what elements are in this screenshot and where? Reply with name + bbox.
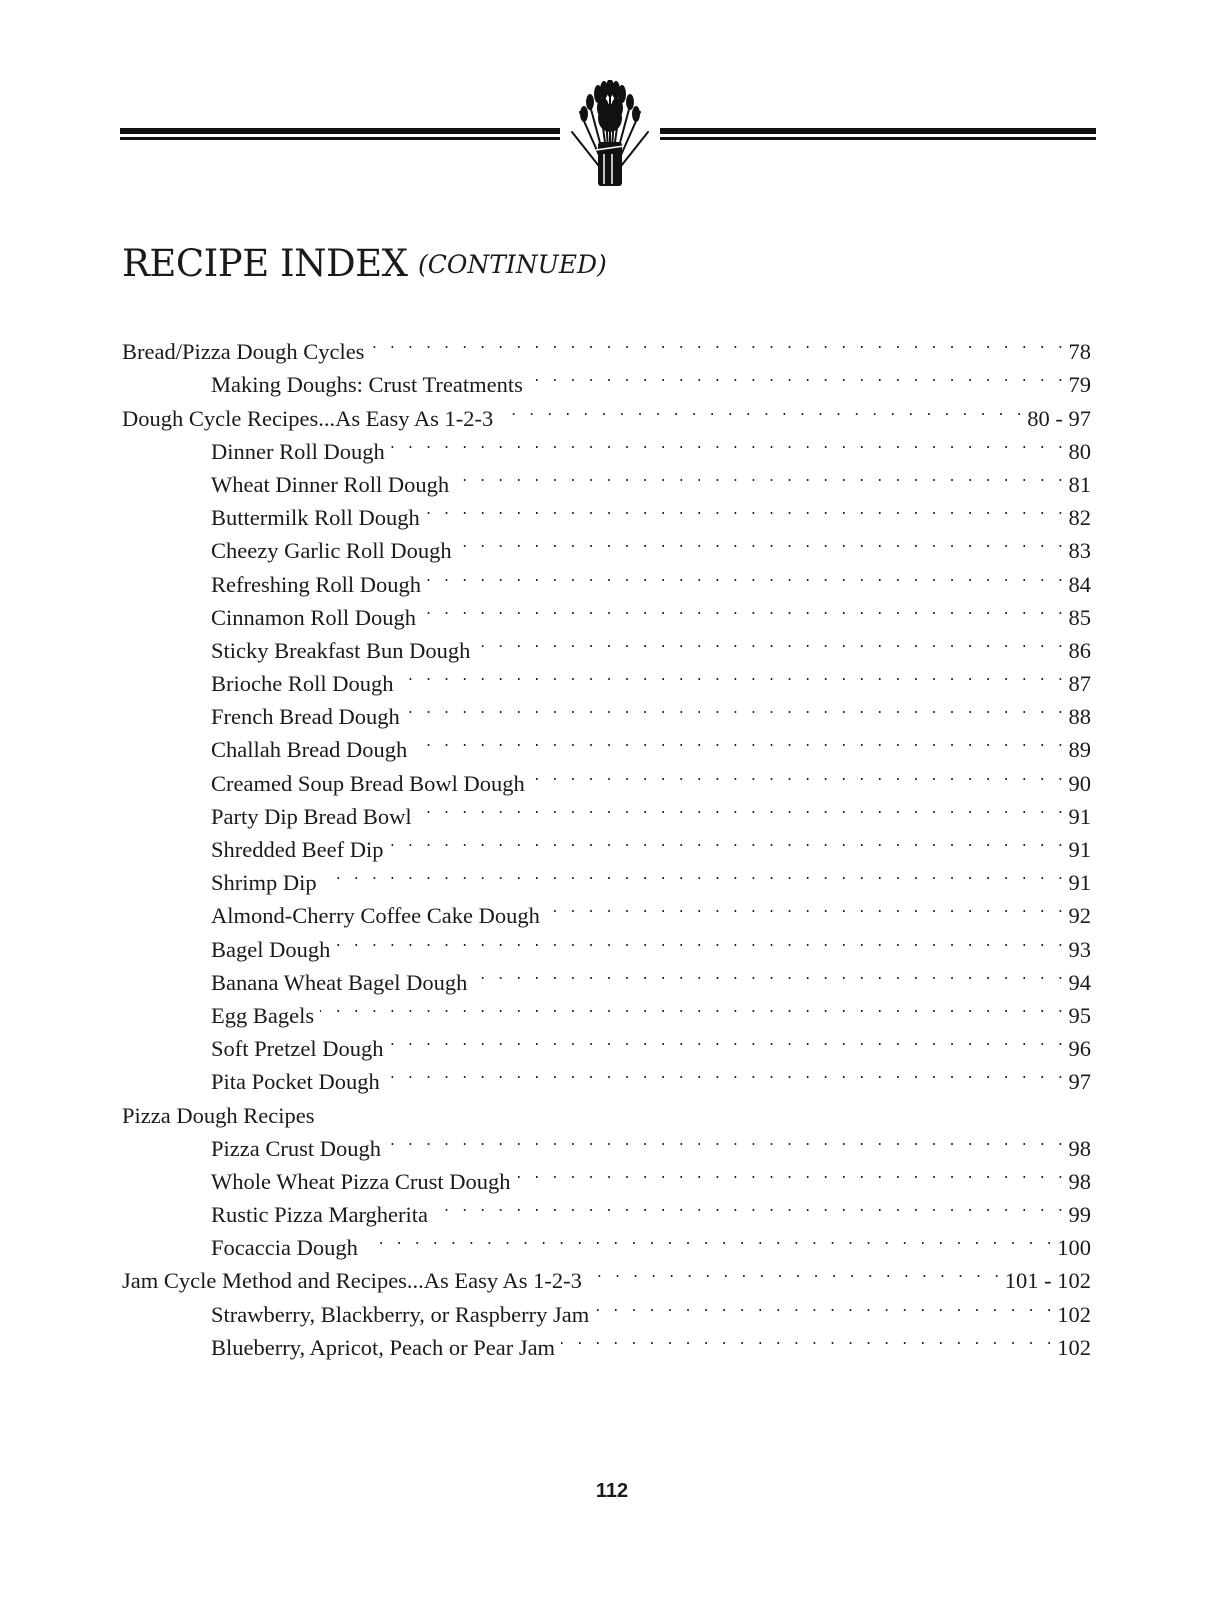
entry-label: Making Doughs: Crust Treatments — [211, 372, 523, 398]
entry-page-number: 91 — [1068, 870, 1091, 896]
entry-label: Refreshing Roll Dough — [211, 571, 421, 597]
entry-page-number: 102 — [1057, 1301, 1091, 1327]
dot-leader — [427, 558, 1066, 591]
wheat-sheaf-icon — [558, 80, 662, 190]
entry-page-number: 80 - 97 — [1027, 405, 1091, 431]
entry-page-number: 98 — [1068, 1168, 1091, 1194]
entry-page-number: 102 — [1057, 1334, 1091, 1360]
dot-leader — [529, 359, 1066, 392]
dot-leader — [413, 724, 1065, 757]
page-subtitle: (CONTINUED) — [418, 250, 607, 279]
entry-label: Strawberry, Blackberry, or Raspberry Jam — [211, 1301, 590, 1327]
dot-leader — [389, 824, 1065, 857]
entry-label: Shredded Beef Dip — [211, 837, 384, 862]
entry-label: Party Dip Bread Bowl — [211, 803, 412, 829]
dot-leader — [546, 890, 1066, 923]
dot-leader — [320, 1089, 1088, 1122]
dot-leader — [399, 658, 1065, 691]
entry-label: Banana Wheat Bagel Dough — [211, 969, 468, 995]
dot-leader — [473, 957, 1065, 990]
entry-label: Jam Cycle Method and Recipes...As Easy As 1-2-3 — [122, 1268, 582, 1294]
dot-leader — [434, 1189, 1065, 1222]
entry-label: Egg Bagels — [211, 1002, 315, 1028]
dot-leader — [323, 857, 1066, 890]
entry-label: Soft Pretzel Dough — [211, 1036, 384, 1062]
dot-leader — [595, 1288, 1054, 1321]
entry-page-number: 81 — [1068, 471, 1091, 497]
entry-label: French Bread Dough — [211, 704, 400, 730]
entry-label: Pita Pocket Dough — [211, 1069, 380, 1095]
dot-leader — [364, 1222, 1054, 1255]
recipe-index-list — [122, 326, 1091, 1360]
entry-page-number: 97 — [1068, 1069, 1091, 1095]
entry-page-number: 99 — [1068, 1202, 1091, 1228]
entry-page-number: 84 — [1068, 571, 1091, 597]
entry-label: Brioche Roll Dough — [211, 671, 394, 697]
dot-leader — [531, 757, 1066, 790]
entry-page-number: 95 — [1068, 1002, 1091, 1028]
entry-page-number: 93 — [1068, 936, 1091, 962]
entry-page-number: 89 — [1068, 737, 1091, 763]
entry-page-number: 78 — [1068, 339, 1091, 365]
page-title: RECIPE INDEX — [122, 242, 408, 285]
dot-leader — [336, 923, 1065, 956]
entry-page-number: 88 — [1068, 704, 1091, 730]
entry-label: Bagel Dough — [211, 936, 331, 962]
dot-leader — [561, 1322, 1054, 1355]
entry-label: Pizza Crust Dough — [211, 1135, 381, 1161]
entry-page-number: 96 — [1068, 1036, 1091, 1062]
entry-label: Wheat Dinner Roll Dough — [211, 471, 450, 497]
entry-page-number: 91 — [1068, 803, 1091, 829]
dot-leader — [389, 1023, 1065, 1056]
entry-page-number: 85 — [1068, 604, 1091, 630]
entry-label: Cinnamon Roll Dough — [211, 604, 417, 630]
dot-leader — [458, 525, 1066, 558]
dot-leader — [426, 492, 1066, 525]
entry-page-number: 80 — [1068, 438, 1091, 464]
dot-leader — [391, 426, 1066, 459]
dot-leader — [517, 1156, 1066, 1189]
index-entry — [122, 326, 1091, 365]
entry-label: Cheezy Garlic Roll Dough — [211, 538, 452, 564]
entry-page-number: 91 — [1068, 837, 1091, 862]
entry-label: Dinner Roll Dough — [211, 438, 385, 464]
entry-page-number: 92 — [1068, 903, 1091, 929]
entry-label: Bread/Pizza Dough Cycles — [122, 339, 365, 365]
entry-label: Focaccia Dough — [211, 1235, 358, 1261]
entry-page-number: 98 — [1068, 1135, 1091, 1161]
entry-page-number: 82 — [1068, 505, 1091, 531]
entry-label: Buttermilk Roll Dough — [211, 505, 420, 531]
entry-label: Creamed Soup Bread Bowl Dough — [211, 770, 525, 796]
dot-leader — [476, 625, 1065, 658]
dot-leader — [455, 459, 1065, 492]
entry-page-number: 100 — [1057, 1235, 1091, 1261]
entry-page-number: 101 - 102 — [1004, 1268, 1091, 1294]
entry-label: Blueberry, Apricot, Peach or Pear Jam — [211, 1334, 556, 1360]
entry-page-number: 86 — [1068, 637, 1091, 663]
entry-label: Whole Wheat Pizza Crust Dough — [211, 1168, 511, 1194]
entry-page-number: 87 — [1068, 671, 1091, 697]
dot-leader — [370, 326, 1065, 359]
entry-label: Rustic Pizza Margherita — [211, 1202, 429, 1228]
entry-page-number: 90 — [1068, 770, 1091, 796]
entry-label: Pizza Dough Recipes — [122, 1102, 315, 1128]
entry-label: Sticky Breakfast Bun Dough — [211, 637, 471, 663]
entry-page-number: 79 — [1068, 372, 1091, 398]
entry-page-number: 83 — [1068, 538, 1091, 564]
dot-leader — [418, 791, 1066, 824]
entry-page-number: 94 — [1068, 969, 1091, 995]
entry-label: Shrimp Dip — [211, 870, 317, 896]
dot-leader — [387, 1123, 1066, 1156]
dot-leader — [499, 392, 1024, 425]
dot-leader — [422, 592, 1065, 625]
entry-label: Challah Bread Dough — [211, 737, 408, 763]
page-number: 112 — [595, 1480, 629, 1502]
dot-leader — [386, 1056, 1066, 1089]
dot-leader — [588, 1255, 1002, 1288]
dot-leader — [406, 691, 1066, 724]
entry-label: Dough Cycle Recipes...As Easy As 1-2-3 — [122, 405, 494, 431]
dot-leader — [320, 990, 1065, 1023]
entry-label: Almond-Cherry Coffee Cake Dough — [211, 903, 540, 929]
